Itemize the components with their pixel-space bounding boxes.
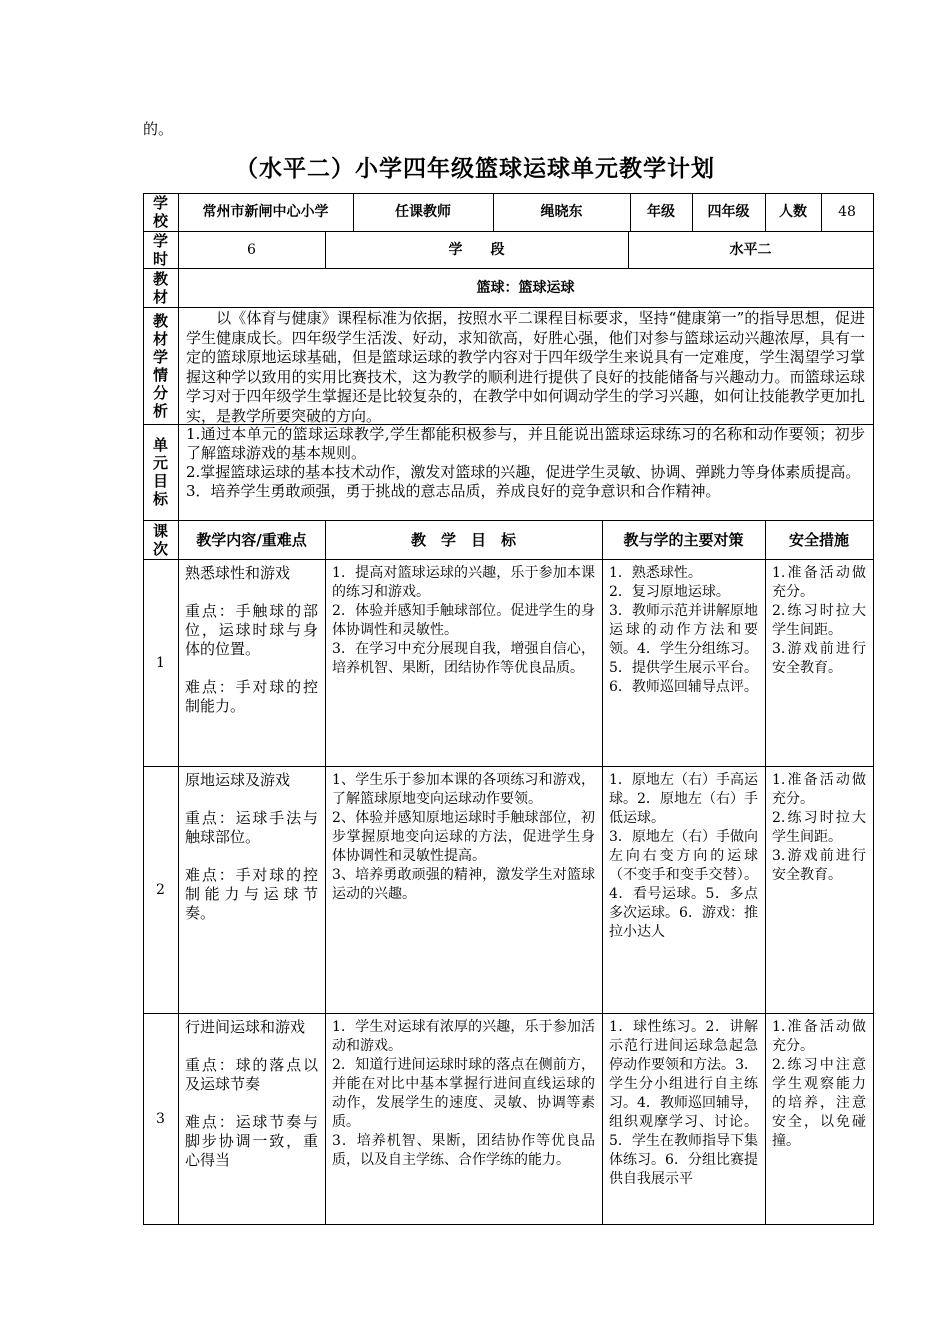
analysis-text: 以《体育与健康》课程标准为依据，按照水平二课程目标要求，坚持“健康第一”的指导思想，促进学生健康成长。四年级学生活泼、好动，求知欲高，好胜心强，他们对参与篮球运动兴趣浓厚，具有一定的篮球原地运球基础，但是篮球运球的教学内容对于四年级学生来说具有一定难度，学生渴望学习掌握这种学以致用的实用比赛技术，这为教学的顺利进行提供了良好的技能储备与兴趣动力。而篮球运球学习对于四年级学生掌握还是比较复杂的，在教学中如何调动学生的学习兴趣，如何让技能教学更加扎实，是教学所要突破的方向。 — [186, 309, 865, 425]
grade-label: 年级 — [647, 204, 675, 220]
count-label: 人数 — [779, 204, 807, 220]
goals-label: 单元目标 — [152, 436, 168, 508]
lesson-goals: 1．提高对篮球运球的兴趣，乐于参加本课的练习和游戏。 2．体验并感知手触球部位。促进学生的身体协调性和灵敏性。 3．在学习中充分展现自我，增强自信心，培养机智、果断，团结协作等优良品质。 — [332, 565, 595, 676]
goals-header: 教 学 目 标 — [410, 530, 516, 549]
lesson-content: 熟悉球性和游戏 重点：手触球的部位，运球时球与身体的位置。 难点：手对球的控制能力。 — [185, 564, 318, 715]
lesson-safety: 1.准备活动做充分。 2.练习中注意学生观察能力的培养，注意安全，以免碰撞。 — [772, 1019, 866, 1149]
material-label: 教材 — [152, 269, 168, 306]
teacher-value: 绳晓东 — [540, 204, 583, 220]
grade-value: 四年级 — [707, 204, 750, 220]
lesson-strategy: 1．球性练习。2．讲解示范行进间运球急起急停动作要领和方法。3．学生分小组进行自主练习。4．教师巡回辅导，组织观摩学习、讨论。5．学生在教师指导下集体练习。6．分组比赛提供自我展示平 — [609, 1019, 758, 1187]
lesson-number: 2 — [156, 881, 165, 898]
lesson-strategy: 1．原地左（右）手高运球。2．原地左（右）手低运球。 3．原地左（右）手做向左向右变方向的运球（不变手和变手交替）。4．看号运球。5．多点多次运球。6．游戏：推拉小达人 — [609, 772, 758, 940]
content-header: 教学内容/重难点 — [196, 530, 307, 549]
goal-item: 3．培养学生勇敢顽强，勇于挑战的意志品质，养成良好的竞争意识和合作精神。 — [186, 482, 721, 500]
stage-label: 学 段 — [448, 241, 505, 258]
stage-value: 水平二 — [729, 241, 772, 258]
lesson-goals: 1．学生对运球有浓厚的兴趣，乐于参加活动和游戏。 2．知道行进间运球时球的落点在侧前方，并能在对比中基本掌握行进间直线运球的动作，发展学生的速度、灵敏、协调等素质。 3．培养机智、果断，团结协作等优良品质，以及自主学练、合作学练的能力。 — [332, 1019, 595, 1168]
goals-list — [178, 424, 873, 520]
lesson-goals: 1、学生乐于参加本课的各项练习和游戏，了解篮球原地变向运球动作要领。 2、体验并感知原地运球时手触球部位，初步掌握原地变向运球的方法，促进学生身体协调性和灵敏性提高。 3、培养勇敢顽强的精神，激发学生对篮球运动的兴趣。 — [332, 772, 595, 902]
safety-header: 安全措施 — [788, 530, 849, 549]
teacher-label: 任课教师 — [395, 204, 451, 220]
lesson-strategy: 1．熟悉球性。 2．复习原地运球。 3．教师示范并讲解原地运球的动作方法和要领。4．学生分组练习。5．提供学生展示平台。6．教师巡回辅导点评。 — [609, 565, 758, 695]
goal-item: 2.掌握篮球运球的基本技术动作，激发对篮球的兴趣，促进学生灵敏、协调、弹跳力等身体素质提高。 — [186, 463, 861, 481]
page-title: （水平二）小学四年级篮球运球单元教学计划 — [235, 156, 715, 182]
school-value: 常州市新闸中心小学 — [202, 204, 329, 220]
goal-item: 1.通过本单元的篮球运球教学,学生都能积极参与，并且能说出篮球运球练习的名称和动作要领；初步了解篮球游戏的基本规则。 — [186, 425, 865, 462]
analysis-label: 教材学情分析 — [152, 311, 168, 420]
lesson-number-header: 课次 — [152, 521, 168, 558]
hours-label: 学时 — [152, 231, 168, 268]
hours-value: 6 — [247, 241, 256, 258]
lesson-content: 行进间运球和游戏 重点：球的落点以及运球节奏 难点：运球节奏与脚步协调一致，重心得当 — [185, 1018, 318, 1169]
strategy-header: 教与学的主要对策 — [623, 530, 744, 549]
lesson-safety: 1.准备活动做充分。 2.练习时拉大学生间距。 3.游戏前进行安全教育。 — [772, 565, 866, 676]
lesson-content: 原地运球及游戏 重点：运球手法与触球部位。 难点：手对球的控制能力与运球节奏。 — [185, 771, 318, 922]
lesson-number: 1 — [156, 654, 165, 671]
lesson-safety: 1.准备活动做充分。 2.练习时拉大学生间距。 3.游戏前进行安全教育。 — [772, 772, 866, 883]
lesson-number: 3 — [156, 1110, 165, 1127]
school-label: 学校 — [152, 194, 168, 230]
preceding-text-fragment: 的。 — [143, 120, 174, 138]
count-value: 48 — [838, 204, 856, 220]
material-value: 篮球：篮球运球 — [476, 279, 575, 296]
